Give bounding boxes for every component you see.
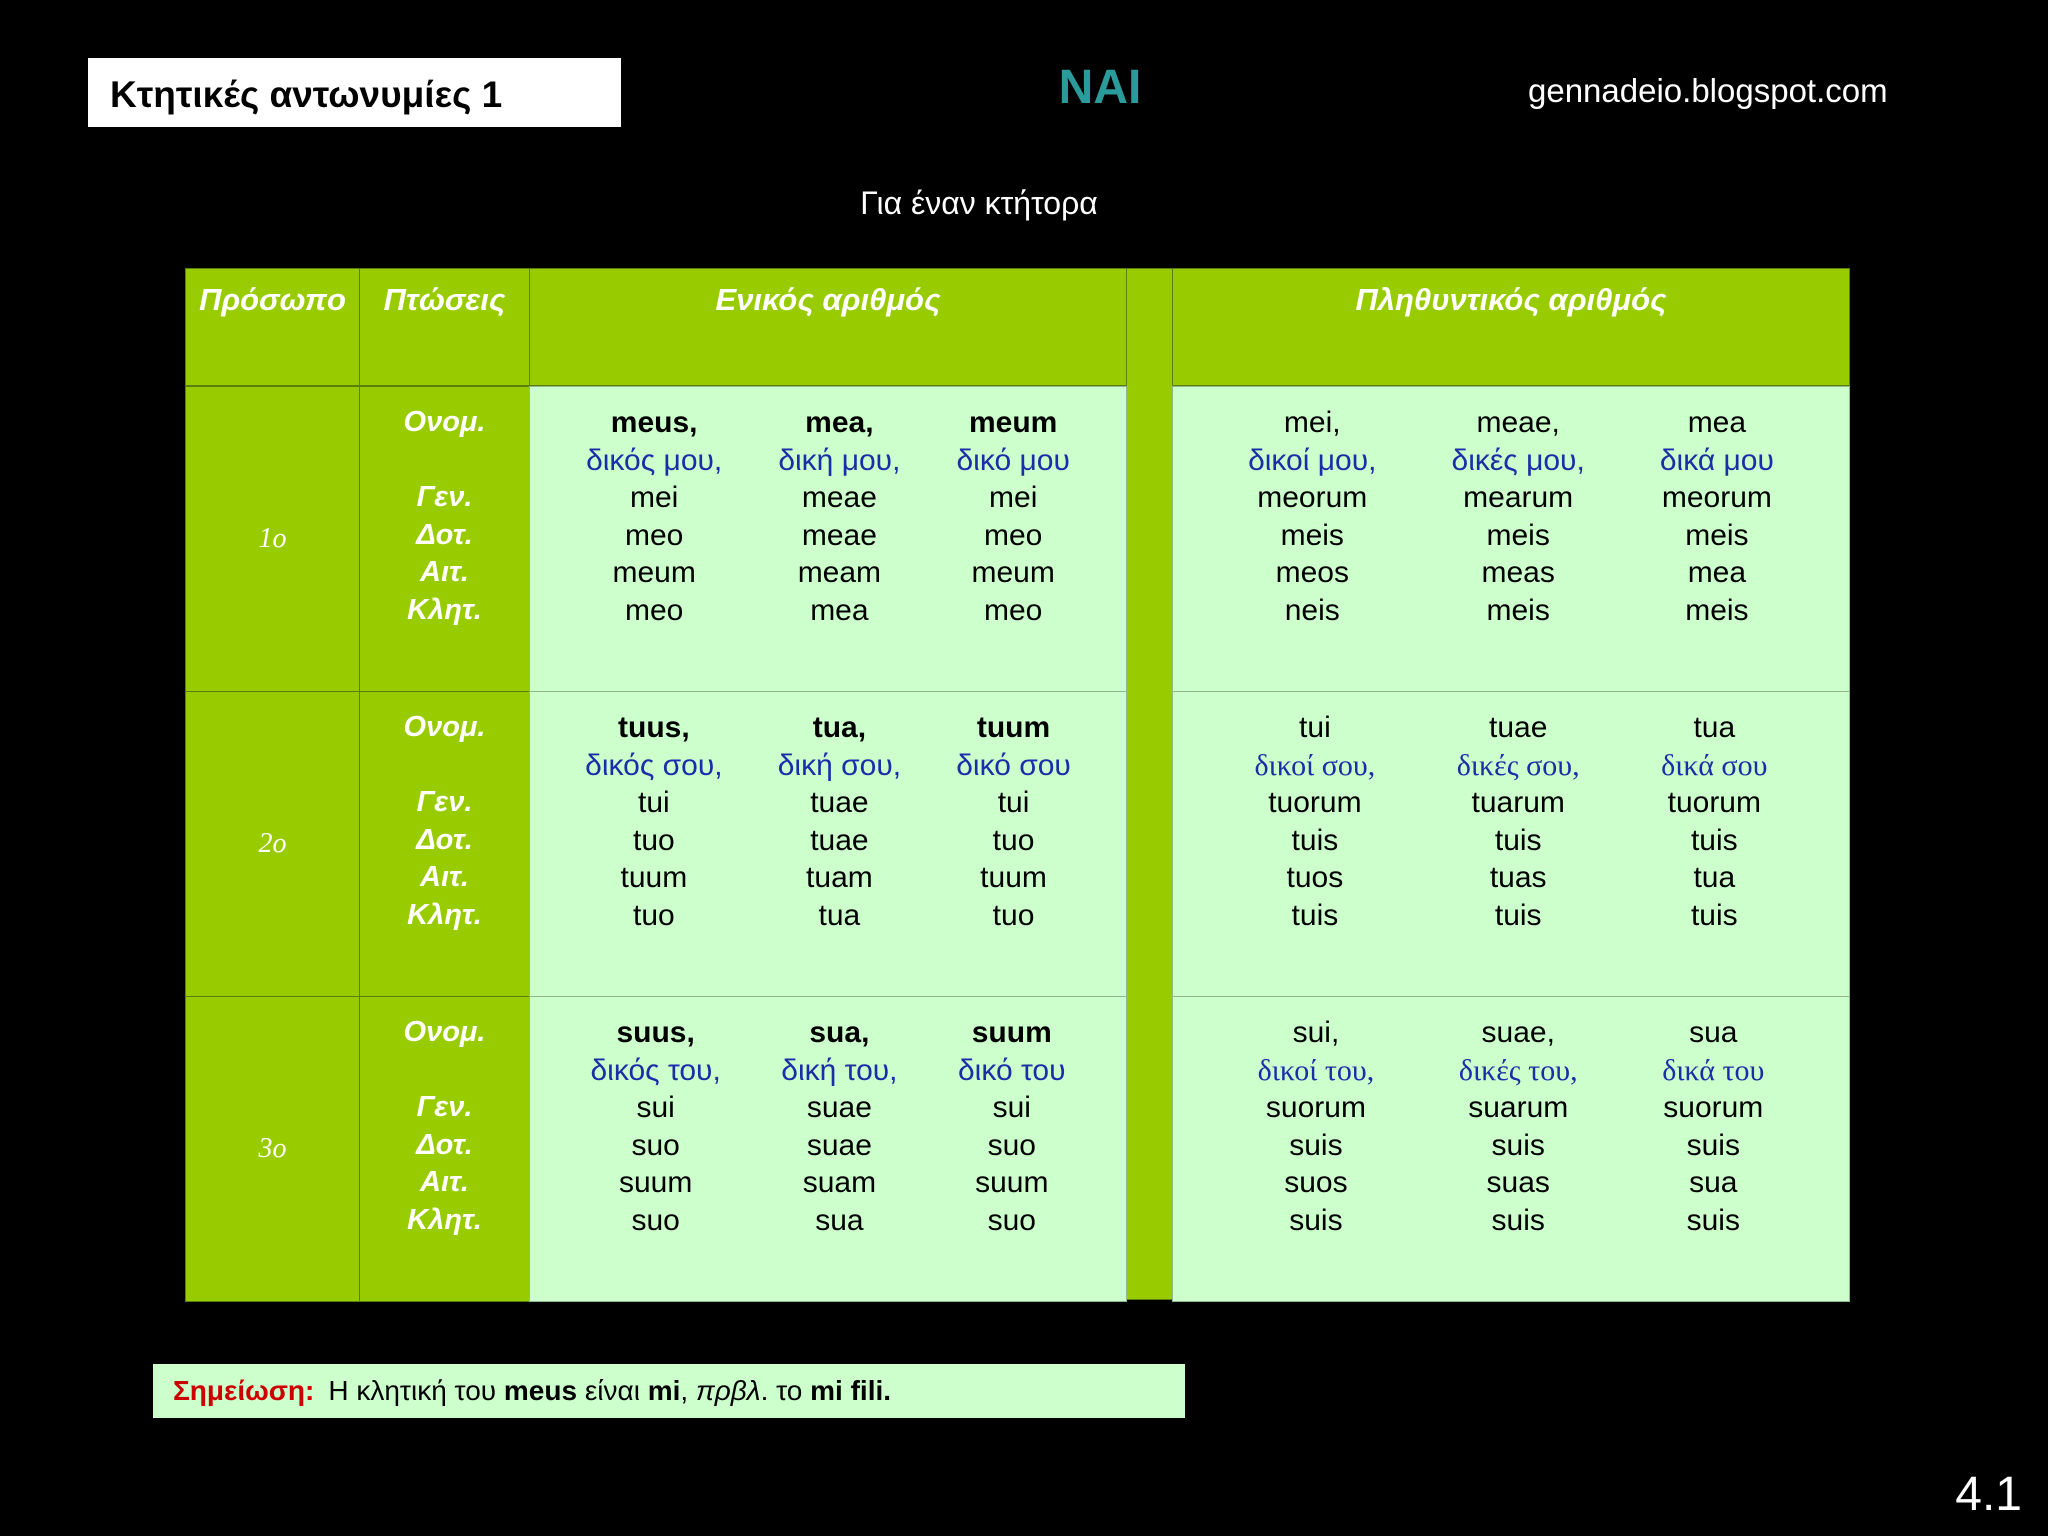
case-form: suae — [806, 1091, 872, 1124]
nominative-form: mei, — [1283, 406, 1341, 439]
case-form: tuo — [992, 823, 1035, 857]
cases-cell — [359, 386, 530, 692]
greek-translation: δικό του — [957, 1053, 1066, 1087]
case-label — [360, 1052, 529, 1090]
case-form: suis — [1686, 1128, 1740, 1162]
note-label: Σημείωση: — [173, 1375, 315, 1406]
case-label: Αιτ. — [420, 556, 469, 588]
greek-translation: δικοί μου, — [1248, 443, 1377, 477]
case-form: tuo — [633, 898, 675, 932]
case-form: mei — [629, 481, 679, 514]
separator-column — [1126, 268, 1173, 1300]
case-label: Αιτ. — [420, 861, 469, 893]
nominative-form: sua — [1689, 1016, 1738, 1049]
person-cell — [185, 996, 360, 1302]
case-form: suis — [1686, 1203, 1740, 1237]
case-form: sui — [992, 1091, 1031, 1124]
cases-cell — [359, 996, 530, 1302]
note-word: meus — [503, 1375, 578, 1406]
case-form: meis — [1486, 518, 1550, 552]
case-form: meum — [612, 556, 696, 589]
case-form: suo — [631, 1203, 680, 1237]
case-form: mearum — [1463, 481, 1574, 514]
case-label: Δοτ. — [416, 1128, 473, 1161]
case-form: mea — [810, 593, 869, 627]
case-form: meo — [624, 518, 684, 552]
nominative-form: sui, — [1292, 1016, 1340, 1049]
cases-cell — [359, 691, 530, 997]
case-label: Κλητ. — [407, 593, 482, 626]
nominative-form: mea, — [805, 406, 874, 439]
case-form: suam — [802, 1166, 877, 1199]
case-form: meae — [801, 481, 877, 514]
gender-column — [778, 404, 900, 691]
case-label: Γεν. — [416, 1091, 473, 1123]
note-box — [153, 1364, 1185, 1418]
case-form: meorum — [1257, 481, 1368, 514]
case-form: tuo — [992, 898, 1035, 932]
case-label: Κλητ. — [407, 1203, 482, 1236]
case-form: tuis — [1291, 823, 1339, 857]
header-cases: Πτώσεις — [359, 268, 530, 386]
case-form: tui — [638, 786, 670, 819]
case-form: tuis — [1690, 898, 1738, 932]
case-form: meis — [1685, 518, 1749, 552]
person-label: 2ο — [258, 828, 287, 859]
nominative-form: mea — [1687, 406, 1747, 439]
greek-translation: δική του, — [781, 1053, 898, 1087]
note-text: . το — [760, 1375, 803, 1406]
gender-column — [1258, 1014, 1375, 1301]
person-cell — [185, 691, 360, 997]
case-form: suis — [1491, 1203, 1545, 1237]
case-form: suas — [1486, 1166, 1550, 1199]
case-label: Γεν. — [416, 481, 473, 513]
greek-translation: δικά σου — [1661, 748, 1768, 782]
greek-translation: δικές σου, — [1456, 748, 1580, 782]
header-singular: Ενικός αριθμός — [529, 268, 1127, 386]
case-form: sui — [636, 1091, 675, 1124]
gender-column — [1662, 1014, 1764, 1301]
header-person: Πρόσωπο — [185, 268, 360, 386]
case-form: tuo — [633, 823, 675, 857]
case-form: suae — [806, 1128, 872, 1162]
case-label — [360, 442, 529, 480]
case-label: Δοτ. — [416, 823, 473, 856]
plural-forms-cell — [1172, 386, 1850, 692]
case-form: suo — [987, 1128, 1036, 1162]
nominative-form: tui — [1299, 711, 1331, 744]
site-url: gennadeio.blogspot.com — [1528, 72, 1888, 109]
case-form: meo — [984, 593, 1043, 627]
case-form: tuorum — [1667, 786, 1761, 819]
subtitle: Για έναν κτήτορα — [860, 185, 1098, 221]
nominative-form: suae, — [1481, 1016, 1555, 1049]
case-form: tuorum — [1268, 786, 1362, 819]
case-label: Κλητ. — [407, 898, 482, 931]
singular-forms-cell — [529, 691, 1127, 997]
case-form: tuis — [1494, 898, 1542, 932]
case-form: suum — [618, 1166, 693, 1199]
person-label: 3ο — [258, 1133, 287, 1164]
case-form: mea — [1687, 556, 1747, 589]
case-form: meam — [797, 556, 882, 589]
case-label: Γεν. — [416, 786, 473, 818]
plural-forms-cell — [1172, 691, 1850, 997]
gender-column — [1459, 1014, 1578, 1301]
note-text: Η κλητική του — [328, 1375, 497, 1406]
gender-column — [778, 709, 901, 996]
case-form: meae — [801, 518, 877, 552]
case-form: suis — [1289, 1128, 1343, 1162]
case-form: suum — [975, 1166, 1049, 1199]
greek-translation: δικά μου — [1659, 443, 1774, 477]
case-form: meum — [971, 556, 1055, 589]
gender-column — [586, 404, 722, 691]
note-text: είναι — [584, 1375, 640, 1406]
nominative-form: tua — [1693, 711, 1736, 744]
case-form: sua — [815, 1203, 864, 1237]
nominative-form: suus, — [616, 1016, 695, 1049]
case-label — [360, 747, 529, 785]
case-label: Ονομ. — [403, 406, 486, 438]
gender-column — [1452, 404, 1585, 691]
nominative-form: meae, — [1476, 406, 1560, 439]
case-form: tuae — [810, 823, 869, 857]
case-form: suo — [631, 1128, 680, 1162]
gender-column — [585, 709, 722, 996]
greek-translation: δική μου, — [778, 443, 901, 477]
nominative-form: sua, — [809, 1016, 870, 1049]
nominative-form: tuum — [976, 711, 1051, 744]
singular-forms-cell — [529, 996, 1127, 1302]
case-form: suo — [987, 1203, 1036, 1237]
case-label: Ονομ. — [403, 711, 486, 743]
greek-translation: δικά του — [1662, 1053, 1765, 1087]
page-number: 4.1 — [1955, 1468, 2022, 1521]
gender-column — [956, 404, 1069, 691]
case-form: meo — [984, 518, 1043, 552]
slide-title: Κτητικές αντωνυμίες 1 — [88, 58, 621, 127]
heading: NAI — [1058, 61, 1142, 114]
case-form: tui — [997, 786, 1030, 819]
case-label: Ονομ. — [403, 1016, 486, 1048]
greek-translation: δικός μου, — [586, 443, 723, 477]
case-label: Δοτ. — [416, 518, 473, 551]
greek-translation: δικό σου — [956, 748, 1071, 782]
case-form: suis — [1289, 1203, 1343, 1237]
case-form: mei — [989, 481, 1038, 514]
gender-column — [1255, 709, 1376, 996]
case-form: neis — [1284, 593, 1340, 627]
greek-translation: δικό μου — [956, 443, 1070, 477]
note-abbreviation: πρβλ — [695, 1375, 761, 1406]
person-label: 1ο — [258, 523, 287, 554]
case-form: meas — [1481, 556, 1555, 589]
case-form: meo — [624, 593, 684, 627]
case-form: tuis — [1494, 823, 1542, 857]
greek-translation: δικοί του, — [1257, 1053, 1375, 1087]
case-form: meis — [1486, 593, 1550, 627]
case-form: tuis — [1690, 823, 1738, 857]
case-form: tua — [1693, 861, 1736, 894]
case-form: suis — [1491, 1128, 1545, 1162]
case-form: sua — [1689, 1166, 1738, 1199]
case-label: Αιτ. — [420, 1166, 469, 1198]
case-form: suarum — [1468, 1091, 1569, 1124]
gender-column — [1661, 709, 1767, 996]
case-form: suorum — [1663, 1091, 1764, 1124]
gender-column — [958, 1014, 1066, 1301]
note-word: mi fili. — [810, 1375, 892, 1406]
case-form: tuis — [1291, 898, 1339, 932]
singular-forms-cell — [529, 386, 1127, 692]
greek-translation: δικές του, — [1458, 1053, 1578, 1087]
nominative-form: tuae — [1489, 711, 1548, 744]
gender-column — [956, 709, 1071, 996]
note-word: mi — [647, 1375, 681, 1406]
greek-translation: δικοί σου, — [1254, 748, 1376, 782]
case-form: tuae — [810, 786, 869, 819]
case-form: meis — [1280, 518, 1344, 552]
case-form: suorum — [1265, 1091, 1366, 1124]
case-form: meorum — [1661, 481, 1772, 514]
case-form: meos — [1275, 556, 1349, 589]
nominative-form: meum — [969, 406, 1058, 439]
note-text: , — [680, 1375, 689, 1406]
case-form: tua — [818, 898, 861, 932]
case-form: tuum — [620, 861, 688, 894]
nominative-form: suum — [971, 1016, 1052, 1049]
greek-translation: δικός σου, — [585, 748, 723, 782]
gender-column — [1248, 404, 1376, 691]
case-form: suos — [1284, 1166, 1348, 1199]
case-form: tuam — [806, 861, 873, 894]
case-form: tuum — [980, 861, 1047, 894]
case-form: tuos — [1286, 861, 1344, 894]
nominative-form: meus, — [610, 406, 698, 439]
case-form: tuarum — [1471, 786, 1565, 819]
header-plural: Πληθυντικός αριθμός — [1172, 268, 1850, 386]
nominative-form: tuus, — [618, 711, 690, 744]
case-form: tuas — [1489, 861, 1547, 894]
case-form: meis — [1685, 593, 1749, 627]
greek-translation: δικές μου, — [1451, 443, 1585, 477]
gender-column — [781, 1014, 897, 1301]
gender-column — [590, 1014, 720, 1301]
greek-translation: δική σου, — [777, 748, 902, 782]
greek-translation: δικός του, — [590, 1053, 721, 1087]
gender-column — [1660, 404, 1774, 691]
plural-forms-cell — [1172, 996, 1850, 1302]
gender-column — [1457, 709, 1580, 996]
nominative-form: tua, — [812, 711, 867, 744]
person-cell — [185, 386, 360, 692]
